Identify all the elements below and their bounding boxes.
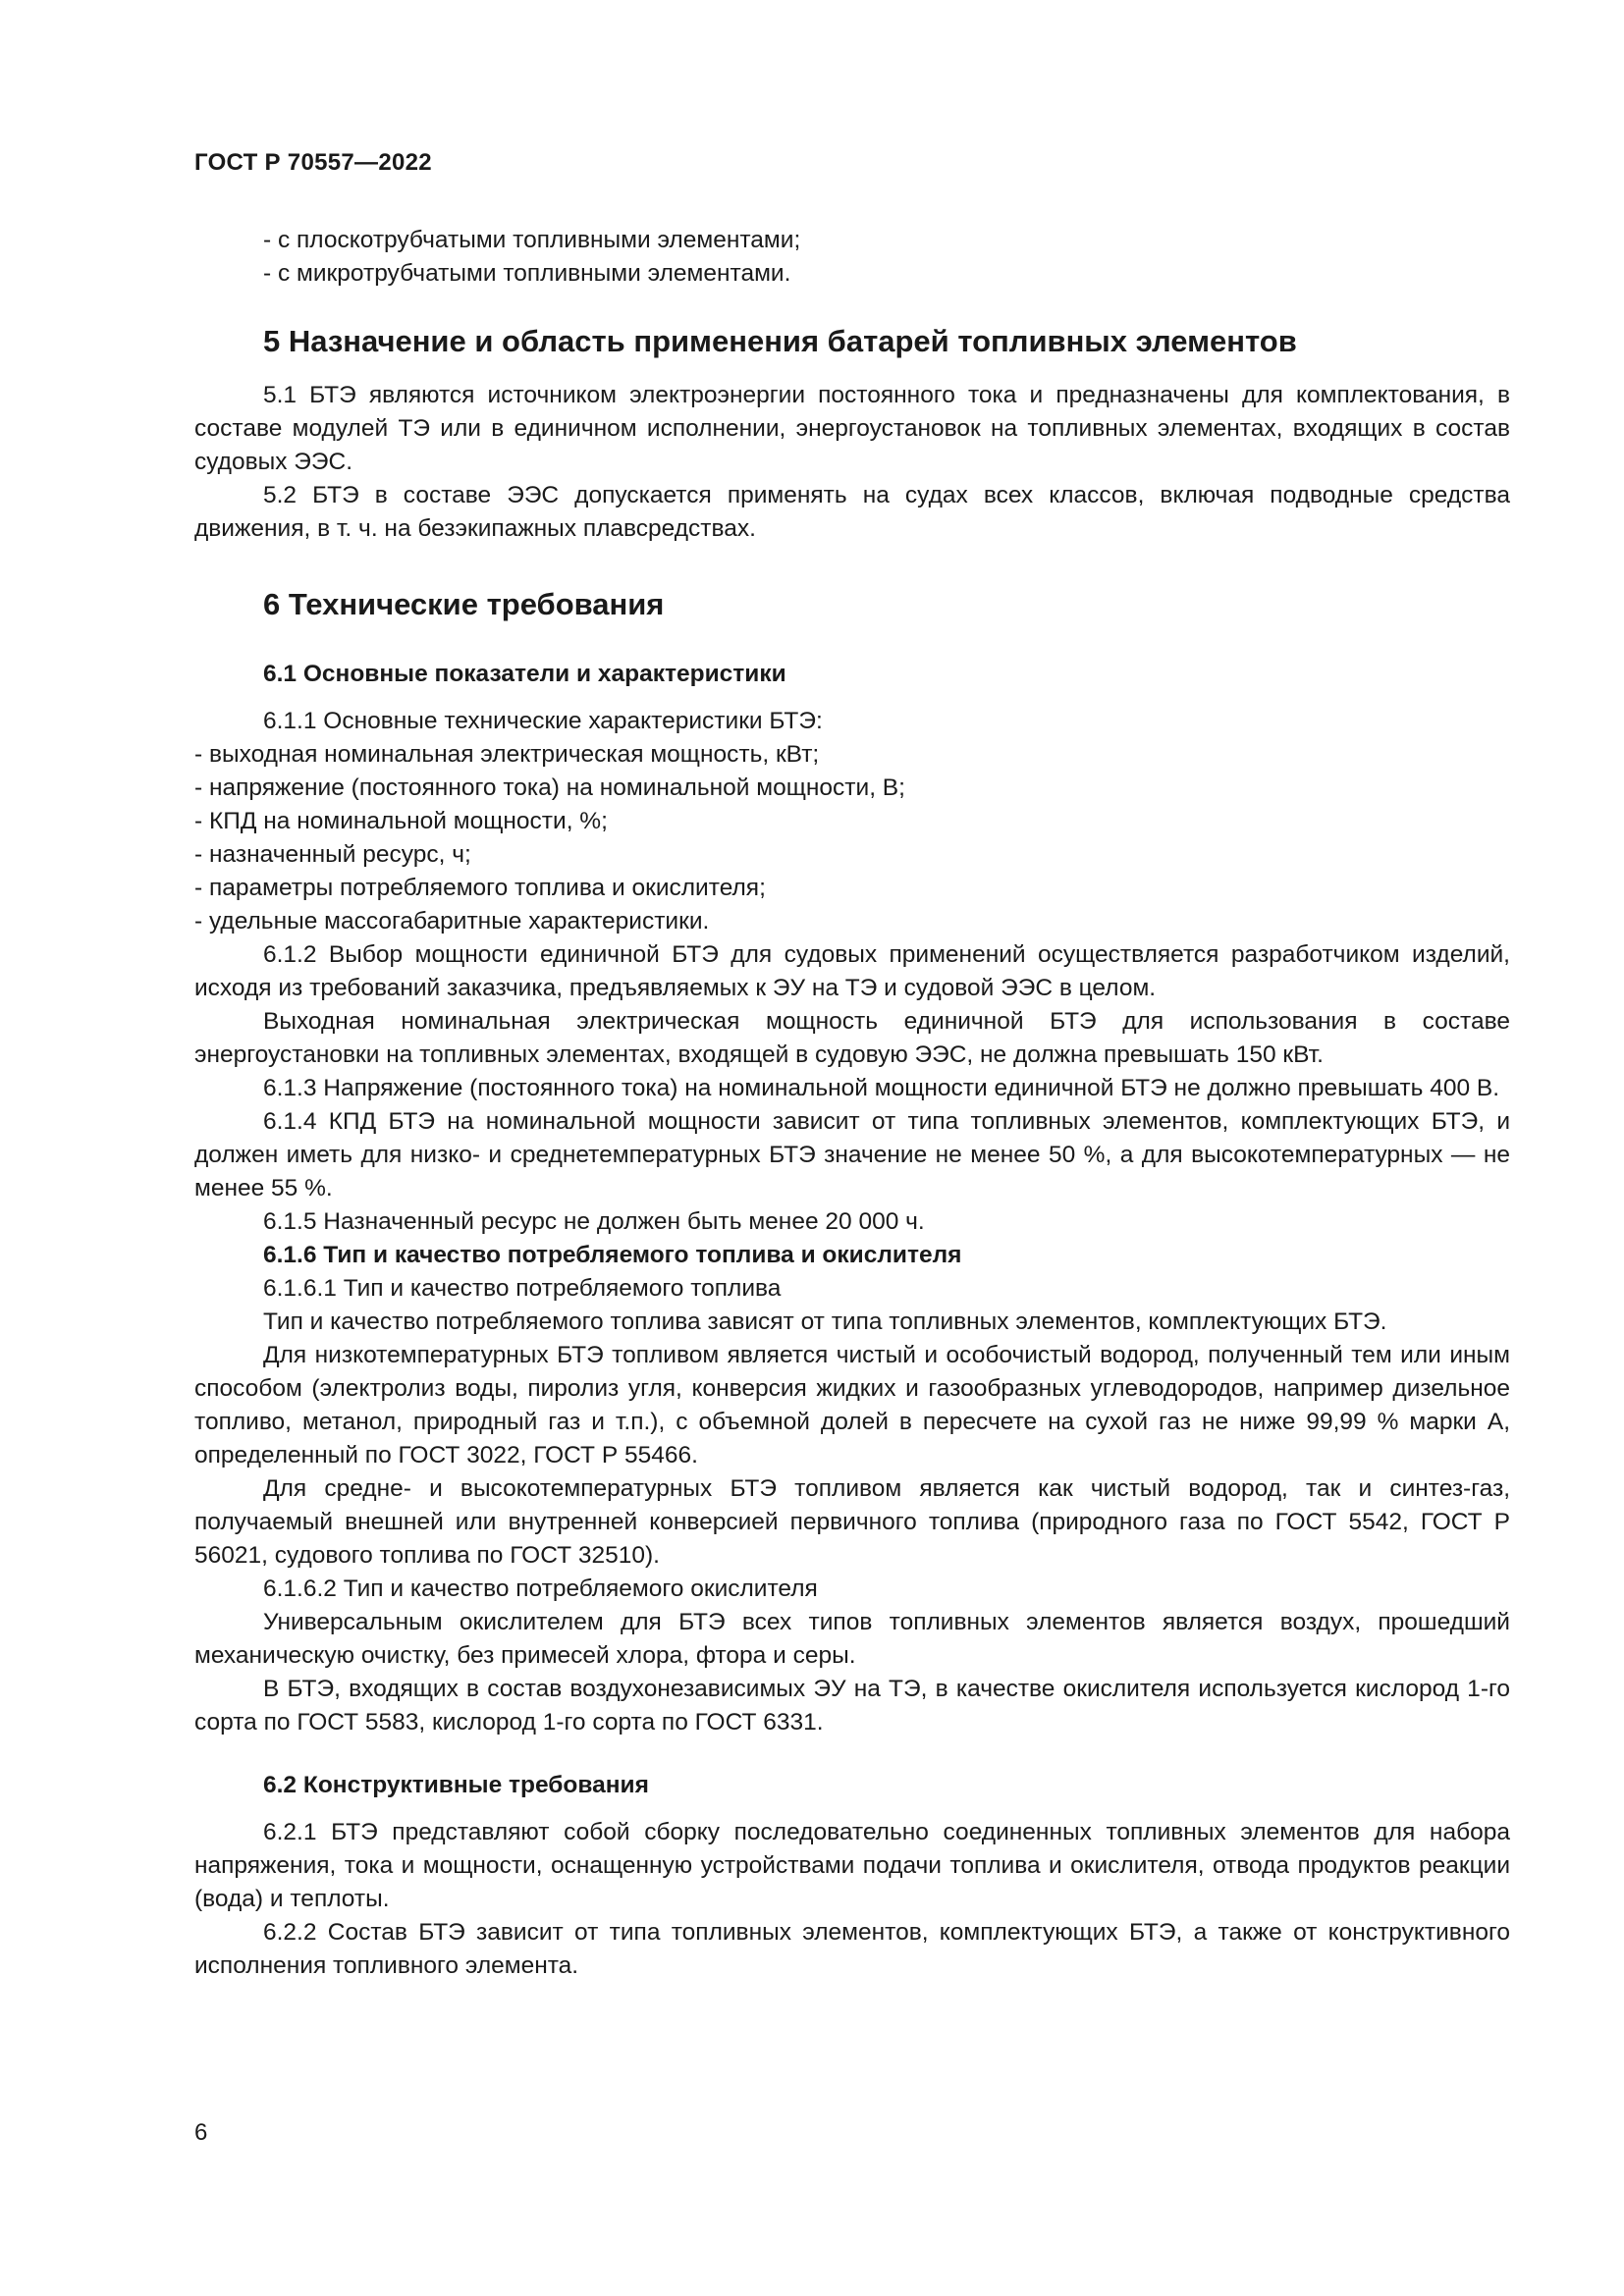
paragraph-6-1-2-power: Выходная номинальная электрическая мощность единичной БТЭ для использования в составе энергоустановки на топливных элементах, входящей в судовую ЭЭС, не должна превышать 150 кВт. (194, 1008, 1510, 1068)
subsection-6-2-title: 6.2 Конструктивные требования (263, 1772, 649, 1798)
list-item: - удельные массогабаритные характеристики. (194, 908, 710, 934)
paragraph-6-1-4: 6.1.4 КПД БТЭ на номинальной мощности зависит от типа топливных элементов, комплектующих БТЭ, и должен иметь для низко- и среднетемпературных БТЭ значение не менее 50 %, а для высокотемпературных — не менее 55 %. (194, 1108, 1510, 1201)
section-6-title: 6 Технические требования (263, 587, 665, 621)
paragraph-6-1-6-1: 6.1.6.1 Тип и качество потребляемого топлива (263, 1275, 782, 1302)
paragraph-6-1-6-1-c: Для средне- и высокотемпературных БТЭ топливом является как чистый водород, так и синтез-газ, получаемый внешней или внутренней конверсией первичного топлива (природного газа по ГОСТ 5542, ГОСТ Р 56021, судового топлива по ГОСТ 32510). (194, 1475, 1510, 1569)
list-item: - выходная номинальная электрическая мощность, кВт; (194, 741, 820, 768)
page-number: 6 (194, 2119, 208, 2146)
paragraph-6-1-6-1-a: Тип и качество потребляемого топлива зависят от типа топливных элементов, комплектующих БТЭ. (263, 1308, 1387, 1335)
list-item: - параметры потребляемого топлива и окислителя; (194, 875, 766, 901)
paragraph-6-1-6-2-b: В БТЭ, входящих в состав воздухонезависимых ЭУ на ТЭ, в качестве окислителя используется кислород 1-го сорта по ГОСТ 5583, кислород 1-го сорта по ГОСТ 6331. (194, 1676, 1510, 1735)
paragraph-6-1-6-2-a: Универсальным окислителем для БТЭ всех типов топливных элементов является воздух, прошедший механическую очистку, без примесей хлора, фтора и серы. (194, 1609, 1510, 1669)
paragraph-6-1-6-1-b: Для низкотемпературных БТЭ топливом является чистый и особочистый водород, полученный тем или иным способом (электролиз воды, пиролиз угля, конверсия жидких и газообразных углеводородов, например дизельное топливо, метанол, природный газ и т.п.), с объемной долей в пересчете на сухой газ не ниже 99,99 % марки А, определенный по ГОСТ 3022, ГОСТ Р 55466. (194, 1342, 1510, 1468)
list-item: - назначенный ресурс, ч; (194, 841, 471, 868)
list-item: - с микротрубчатыми топливными элементами. (263, 260, 791, 287)
paragraph-6-1-1: 6.1.1 Основные технические характеристики БТЭ: (263, 708, 823, 734)
paragraph-6-2-2: 6.2.2 Состав БТЭ зависит от типа топливных элементов, комплектующих БТЭ, а также от конструктивного исполнения топливного элемента. (194, 1919, 1510, 1979)
list-item: - напряжение (постоянного тока) на номинальной мощности, В; (194, 774, 905, 801)
document-code-header: ГОСТ Р 70557—2022 (194, 149, 432, 176)
section-5-title: 5 Назначение и область применения батарей топливных элементов (263, 324, 1297, 358)
paragraph-6-1-2: 6.1.2 Выбор мощности единичной БТЭ для судовых применений осуществляется разработчиком изделий, исходя из требований заказчика, предъявляемых к ЭУ на ТЭ и судовой ЭЭС в целом. (194, 941, 1510, 1001)
page-content (194, 224, 1510, 1983)
paragraph-5-1: 5.1 БТЭ являются источником электроэнергии постоянного тока и предназначены для комплектования, в составе модулей ТЭ или в единичном исполнении, энергоустановок на топливных элементах, входящих в состав судовых ЭЭС. (194, 382, 1510, 475)
paragraph-5-2: 5.2 БТЭ в составе ЭЭС допускается применять на судах всех классов, включая подводные средства движения, в т. ч. на безэкипажных плавсредствах. (194, 482, 1510, 542)
paragraph-6-1-6-heading: 6.1.6 Тип и качество потребляемого топлива и окислителя (263, 1242, 962, 1268)
paragraph-6-1-5: 6.1.5 Назначенный ресурс не должен быть менее 20 000 ч. (263, 1208, 925, 1235)
paragraph-6-2-1: 6.2.1 БТЭ представляют собой сборку последовательно соединенных топливных элементов для набора напряжения, тока и мощности, оснащенную устройствами подачи топлива и окислителя, отвода продуктов реакции (вода) и теплоты. (194, 1819, 1510, 1912)
subsection-6-1-title: 6.1 Основные показатели и характеристики (263, 661, 786, 687)
list-item: - КПД на номинальной мощности, %; (194, 808, 608, 834)
paragraph-6-1-3: 6.1.3 Напряжение (постоянного тока) на номинальной мощности единичной БТЭ не должно превышать 400 В. (263, 1075, 1500, 1101)
paragraph-6-1-6-2: 6.1.6.2 Тип и качество потребляемого окислителя (263, 1575, 818, 1602)
list-item: - с плоскотрубчатыми топливными элементами; (263, 227, 801, 253)
